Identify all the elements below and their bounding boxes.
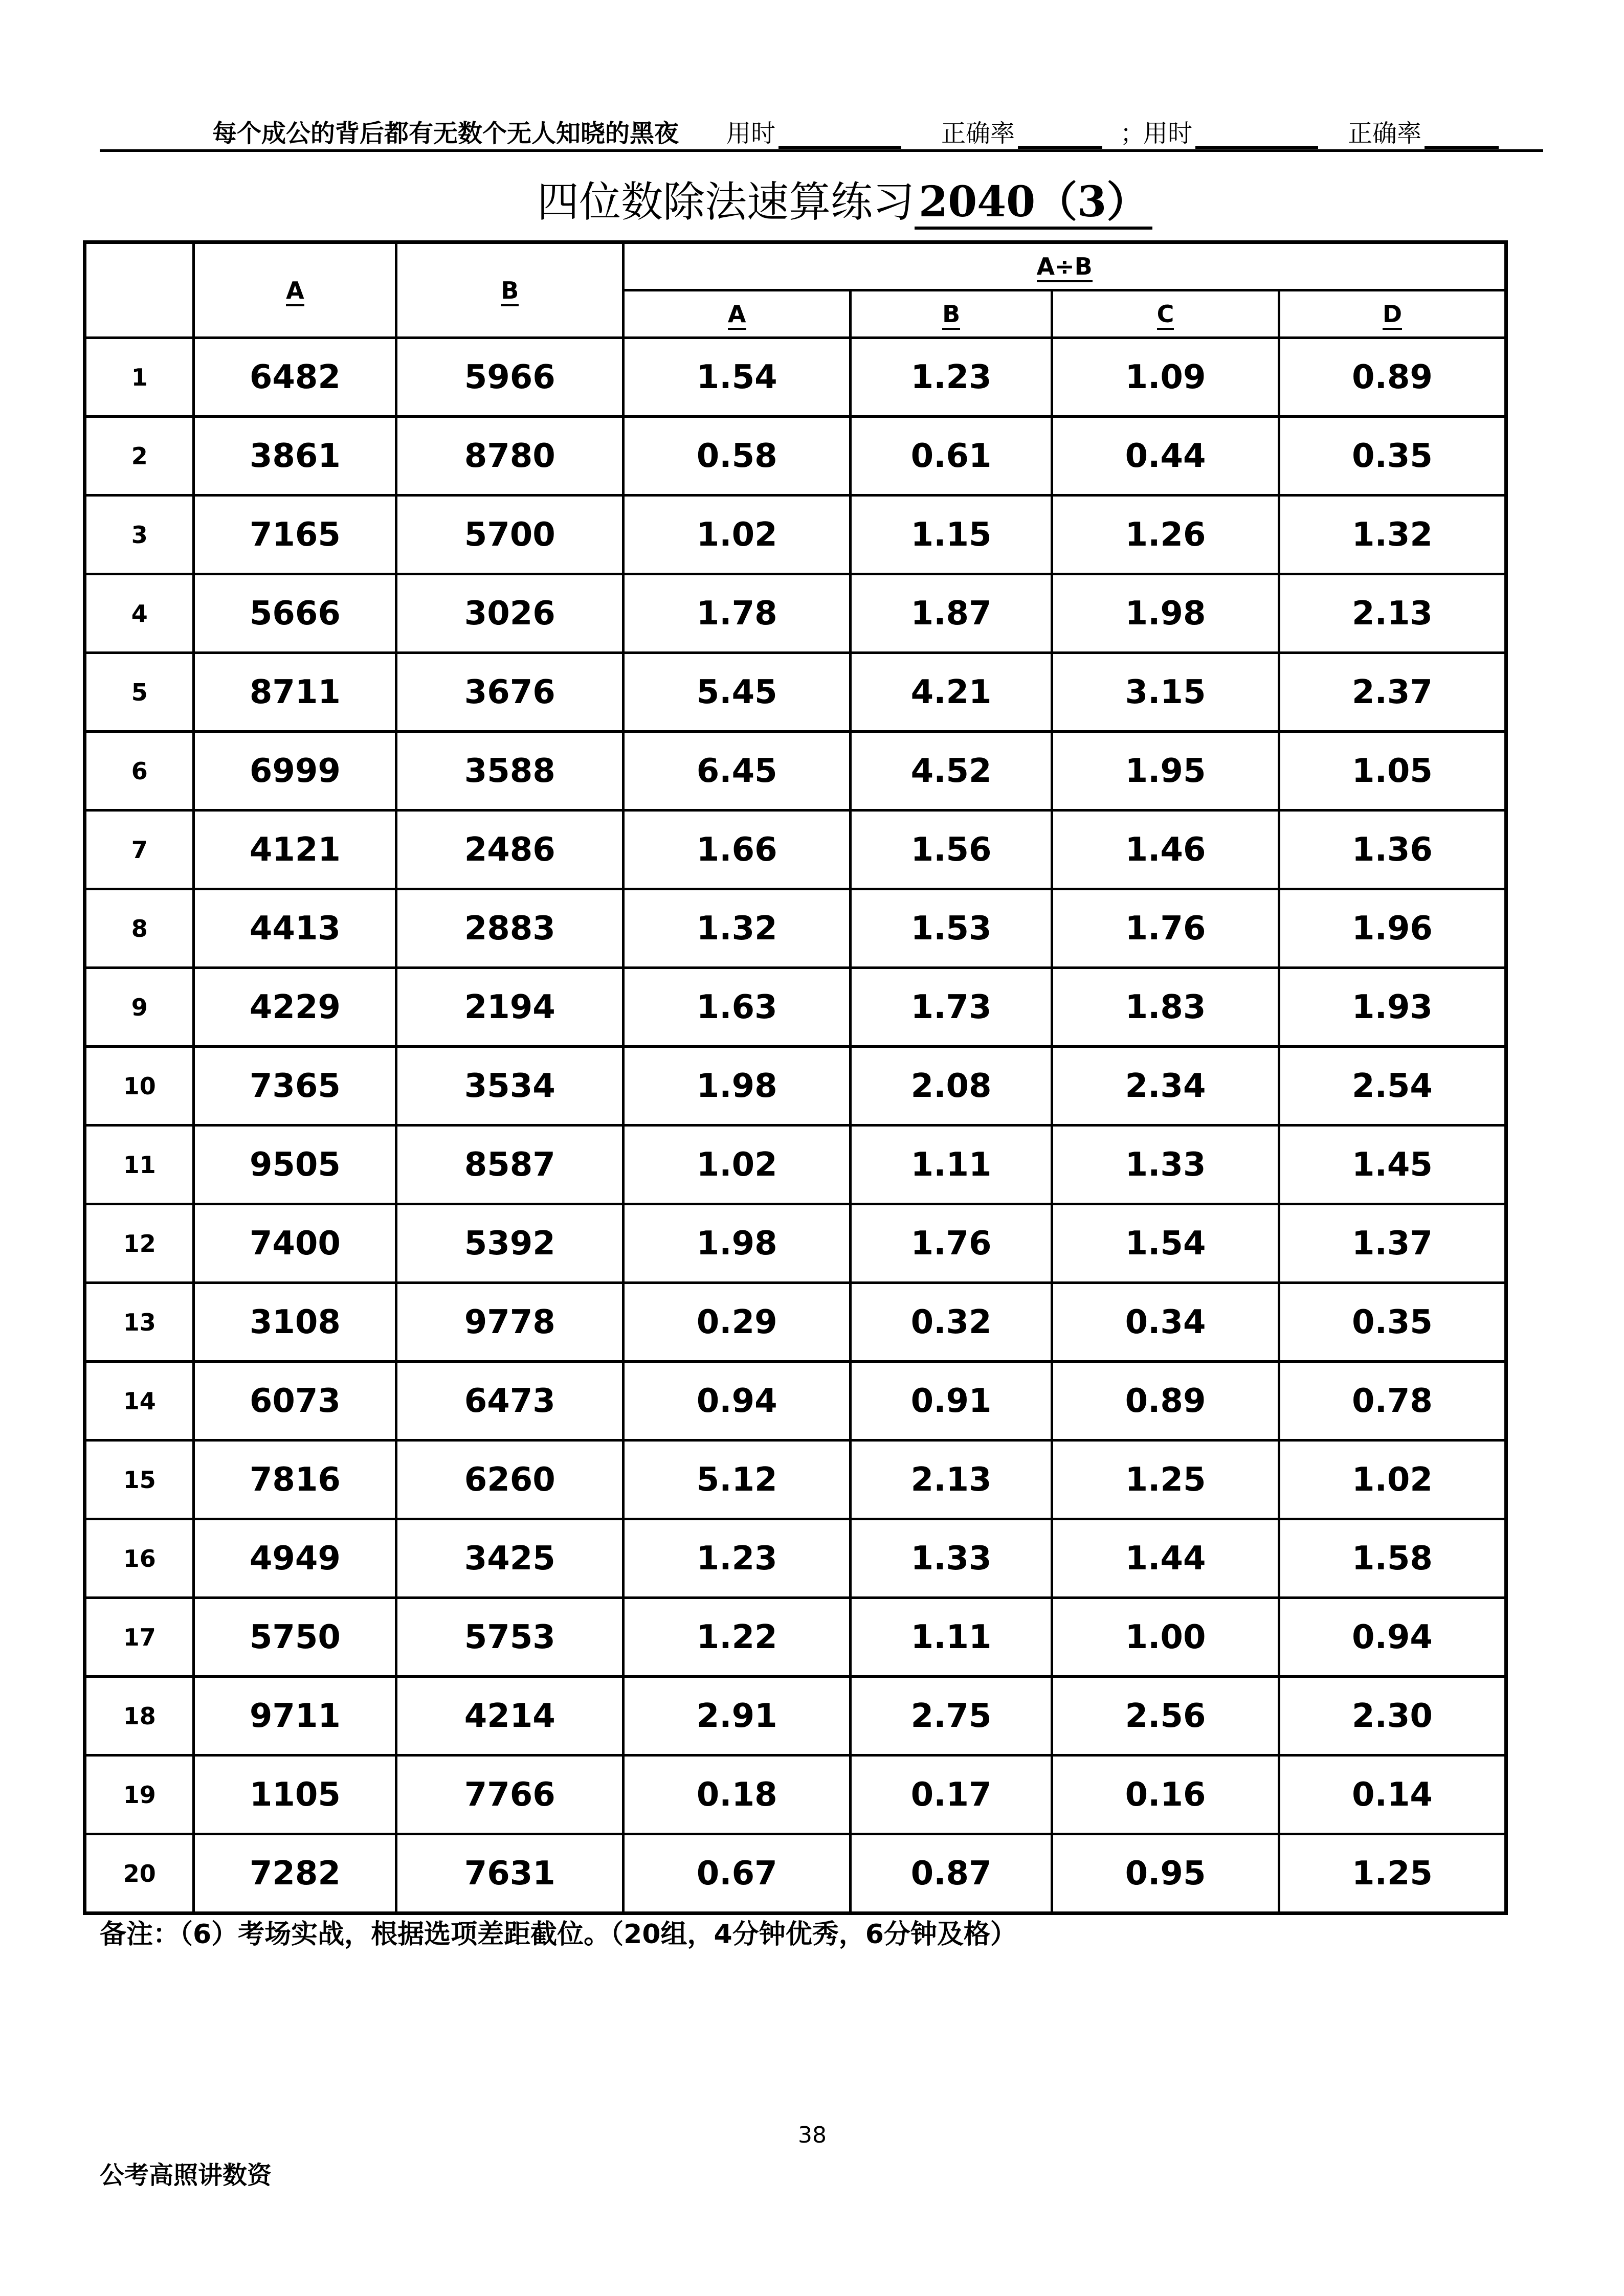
cell-a: 4229 xyxy=(194,968,396,1047)
time-blank-1[interactable] xyxy=(778,122,901,149)
time-label-2: 用时 xyxy=(1143,119,1193,148)
table-row xyxy=(85,1755,1506,1834)
cell-b: 5700 xyxy=(396,496,624,574)
row-index: 8 xyxy=(85,889,194,968)
cell-b: 5753 xyxy=(396,1598,624,1677)
cell-b: 7766 xyxy=(396,1755,624,1834)
cell-option-c: 0.34 xyxy=(1052,1283,1279,1362)
cell-option-c: 1.44 xyxy=(1052,1519,1279,1598)
cell-b: 8780 xyxy=(396,417,624,496)
row-index: 9 xyxy=(85,968,194,1047)
time-field-2 xyxy=(1143,114,1318,149)
cell-b: 8587 xyxy=(396,1126,624,1204)
cell-b: 2883 xyxy=(396,889,624,968)
cell-b: 3026 xyxy=(396,574,624,653)
table-row xyxy=(85,1204,1506,1283)
accuracy-blank-2[interactable] xyxy=(1425,122,1499,149)
footer-author: 公考高照讲数资 xyxy=(100,2161,272,2190)
cell-option-b: 1.15 xyxy=(851,496,1052,574)
cell-a: 4949 xyxy=(194,1519,396,1598)
cell-option-a: 6.45 xyxy=(624,732,851,811)
cell-option-d: 1.36 xyxy=(1279,811,1506,889)
cell-a: 9711 xyxy=(194,1677,396,1755)
title-text: 四位数除法速算练习 xyxy=(537,178,915,227)
cell-a: 7282 xyxy=(194,1834,396,1914)
cell-option-d: 1.58 xyxy=(1279,1519,1506,1598)
header-option-c xyxy=(1052,290,1279,338)
row-index: 2 xyxy=(85,417,194,496)
header-option-a xyxy=(624,290,851,338)
table-row xyxy=(85,1126,1506,1204)
cell-option-c: 1.26 xyxy=(1052,496,1279,574)
cell-option-c: 0.95 xyxy=(1052,1834,1279,1914)
cell-option-d: 0.14 xyxy=(1279,1755,1506,1834)
cell-option-d: 1.93 xyxy=(1279,968,1506,1047)
header-option-d xyxy=(1279,290,1506,338)
row-index: 13 xyxy=(85,1283,194,1362)
cell-option-c: 2.56 xyxy=(1052,1677,1279,1755)
cell-option-c: 0.89 xyxy=(1052,1362,1279,1440)
row-index: 5 xyxy=(85,653,194,732)
row-index: 10 xyxy=(85,1047,194,1126)
cell-b: 3534 xyxy=(396,1047,624,1126)
header-group-label: A÷B xyxy=(1037,253,1093,282)
cell-option-b: 0.61 xyxy=(851,417,1052,496)
cell-a: 4413 xyxy=(194,889,396,968)
cell-a: 7365 xyxy=(194,1047,396,1126)
cell-a: 8711 xyxy=(194,653,396,732)
cell-option-c: 0.44 xyxy=(1052,417,1279,496)
accuracy-label-1: 正确率 xyxy=(941,119,1015,148)
table-row xyxy=(85,496,1506,574)
table-row xyxy=(85,338,1506,417)
cell-option-a: 0.67 xyxy=(624,1834,851,1914)
cell-option-a: 1.63 xyxy=(624,968,851,1047)
table-row xyxy=(85,1283,1506,1362)
cell-option-a: 0.18 xyxy=(624,1755,851,1834)
cell-option-b: 4.21 xyxy=(851,653,1052,732)
cell-a: 6999 xyxy=(194,732,396,811)
accuracy-blank-1[interactable] xyxy=(1018,122,1102,149)
time-label-1: 用时 xyxy=(726,119,776,148)
cell-option-a: 1.32 xyxy=(624,889,851,968)
cell-option-b: 1.56 xyxy=(851,811,1052,889)
cell-option-a: 1.54 xyxy=(624,338,851,417)
cell-b: 2194 xyxy=(396,968,624,1047)
cell-b: 5966 xyxy=(396,338,624,417)
cell-a: 7400 xyxy=(194,1204,396,1283)
cell-option-d: 0.35 xyxy=(1279,1283,1506,1362)
cell-a: 6073 xyxy=(194,1362,396,1440)
title-number-value: 2040 xyxy=(919,177,1036,227)
table-row xyxy=(85,1362,1506,1440)
cell-option-a: 0.94 xyxy=(624,1362,851,1440)
cell-option-d: 0.94 xyxy=(1279,1598,1506,1677)
cell-a: 7816 xyxy=(194,1440,396,1519)
row-index: 6 xyxy=(85,732,194,811)
accuracy-field-2 xyxy=(1348,114,1499,149)
cell-option-a: 5.45 xyxy=(624,653,851,732)
option-a-label: A xyxy=(728,300,746,330)
cell-option-c: 1.25 xyxy=(1052,1440,1279,1519)
option-c-label: C xyxy=(1157,300,1174,330)
cell-option-d: 2.54 xyxy=(1279,1047,1506,1126)
accuracy-field-1 xyxy=(941,114,1102,149)
cell-option-a: 1.98 xyxy=(624,1047,851,1126)
cell-a: 1105 xyxy=(194,1755,396,1834)
cell-option-a: 1.02 xyxy=(624,496,851,574)
cell-option-c: 1.95 xyxy=(1052,732,1279,811)
header-index xyxy=(85,242,194,338)
table-row xyxy=(85,417,1506,496)
cell-option-d: 1.32 xyxy=(1279,496,1506,574)
cell-option-d: 1.05 xyxy=(1279,732,1506,811)
cell-option-d: 1.25 xyxy=(1279,1834,1506,1914)
cell-option-b: 1.53 xyxy=(851,889,1052,968)
header-option-b xyxy=(851,290,1052,338)
option-d-label: D xyxy=(1383,300,1402,330)
header-col-b xyxy=(396,242,624,338)
option-b-label: B xyxy=(942,300,960,330)
table-row xyxy=(85,574,1506,653)
row-index: 20 xyxy=(85,1834,194,1914)
cell-option-b: 1.11 xyxy=(851,1598,1052,1677)
header-col-b-label: B xyxy=(501,277,519,306)
cell-option-b: 0.91 xyxy=(851,1362,1052,1440)
cell-option-d: 2.13 xyxy=(1279,574,1506,653)
table-row xyxy=(85,653,1506,732)
separator: ； xyxy=(1120,119,1145,148)
cell-option-b: 2.08 xyxy=(851,1047,1052,1126)
cell-option-d: 0.35 xyxy=(1279,417,1506,496)
row-index: 7 xyxy=(85,811,194,889)
table-row xyxy=(85,1440,1506,1519)
header-col-a xyxy=(194,242,396,338)
cell-option-c: 1.54 xyxy=(1052,1204,1279,1283)
time-blank-2[interactable] xyxy=(1195,122,1318,149)
row-index: 18 xyxy=(85,1677,194,1755)
cell-option-d: 1.37 xyxy=(1279,1204,1506,1283)
cell-option-c: 1.00 xyxy=(1052,1598,1279,1677)
header-col-a-label: A xyxy=(286,277,304,306)
cell-option-b: 1.76 xyxy=(851,1204,1052,1283)
cell-a: 6482 xyxy=(194,338,396,417)
row-index: 4 xyxy=(85,574,194,653)
page-header xyxy=(100,114,1547,148)
table-row xyxy=(85,1834,1506,1914)
cell-option-d: 1.96 xyxy=(1279,889,1506,968)
row-index: 16 xyxy=(85,1519,194,1598)
cell-b: 2486 xyxy=(396,811,624,889)
table-row xyxy=(85,1677,1506,1755)
cell-option-c: 2.34 xyxy=(1052,1047,1279,1126)
cell-b: 9778 xyxy=(396,1283,624,1362)
cell-option-b: 1.87 xyxy=(851,574,1052,653)
cell-option-a: 0.58 xyxy=(624,417,851,496)
cell-option-b: 1.73 xyxy=(851,968,1052,1047)
cell-a: 3861 xyxy=(194,417,396,496)
time-field-1 xyxy=(726,114,901,149)
cell-option-b: 4.52 xyxy=(851,732,1052,811)
cell-b: 6473 xyxy=(396,1362,624,1440)
cell-option-a: 5.12 xyxy=(624,1440,851,1519)
cell-option-c: 1.83 xyxy=(1052,968,1279,1047)
table-body xyxy=(85,338,1506,1914)
row-index: 11 xyxy=(85,1126,194,1204)
row-index: 19 xyxy=(85,1755,194,1834)
cell-b: 3676 xyxy=(396,653,624,732)
cell-option-b: 0.32 xyxy=(851,1283,1052,1362)
cell-option-a: 1.66 xyxy=(624,811,851,889)
remark-note: 备注：（6）考场实战，根据选项差距截位。（20组，4分钟优秀，6分钟及格） xyxy=(100,1919,1017,1950)
cell-option-d: 2.37 xyxy=(1279,653,1506,732)
cell-b: 5392 xyxy=(396,1204,624,1283)
cell-a: 5666 xyxy=(194,574,396,653)
cell-option-a: 1.02 xyxy=(624,1126,851,1204)
row-index: 12 xyxy=(85,1204,194,1283)
row-index: 3 xyxy=(85,496,194,574)
exercise-table xyxy=(83,240,1508,1915)
title-number xyxy=(915,177,1152,230)
table-row xyxy=(85,1047,1506,1126)
cell-option-b: 0.87 xyxy=(851,1834,1052,1914)
page-number: 38 xyxy=(798,2122,827,2148)
cell-b: 3588 xyxy=(396,732,624,811)
cell-b: 3425 xyxy=(396,1519,624,1598)
cell-option-b: 2.13 xyxy=(851,1440,1052,1519)
table-row xyxy=(85,968,1506,1047)
cell-option-b: 1.33 xyxy=(851,1519,1052,1598)
cell-option-a: 0.29 xyxy=(624,1283,851,1362)
cell-option-c: 3.15 xyxy=(1052,653,1279,732)
cell-option-a: 1.23 xyxy=(624,1519,851,1598)
cell-option-b: 2.75 xyxy=(851,1677,1052,1755)
cell-option-d: 0.89 xyxy=(1279,338,1506,417)
row-index: 14 xyxy=(85,1362,194,1440)
cell-option-c: 1.98 xyxy=(1052,574,1279,653)
row-index: 15 xyxy=(85,1440,194,1519)
cell-a: 9505 xyxy=(194,1126,396,1204)
cell-b: 4214 xyxy=(396,1677,624,1755)
title-suffix: （3） xyxy=(1035,177,1149,227)
table-row xyxy=(85,1598,1506,1677)
cell-option-d: 0.78 xyxy=(1279,1362,1506,1440)
row-index: 1 xyxy=(85,338,194,417)
table-row xyxy=(85,732,1506,811)
cell-option-a: 1.22 xyxy=(624,1598,851,1677)
cell-option-d: 1.45 xyxy=(1279,1126,1506,1204)
table-row xyxy=(85,1519,1506,1598)
cell-option-c: 1.33 xyxy=(1052,1126,1279,1204)
accuracy-label-2: 正确率 xyxy=(1348,119,1422,148)
cell-b: 7631 xyxy=(396,1834,624,1914)
header-motto: 每个成公的背后都有无数个无人知晓的黑夜 xyxy=(212,119,679,148)
table-row xyxy=(85,811,1506,889)
cell-a: 7165 xyxy=(194,496,396,574)
cell-option-c: 1.09 xyxy=(1052,338,1279,417)
row-index: 17 xyxy=(85,1598,194,1677)
cell-option-b: 0.17 xyxy=(851,1755,1052,1834)
header-rule xyxy=(100,149,1543,152)
cell-option-d: 2.30 xyxy=(1279,1677,1506,1755)
cell-option-c: 1.46 xyxy=(1052,811,1279,889)
header-group xyxy=(624,242,1506,290)
cell-option-c: 0.16 xyxy=(1052,1755,1279,1834)
cell-option-a: 1.78 xyxy=(624,574,851,653)
table-row xyxy=(85,889,1506,968)
cell-a: 3108 xyxy=(194,1283,396,1362)
cell-a: 4121 xyxy=(194,811,396,889)
cell-option-c: 1.76 xyxy=(1052,889,1279,968)
cell-a: 5750 xyxy=(194,1598,396,1677)
cell-option-a: 1.98 xyxy=(624,1204,851,1283)
page-title xyxy=(537,169,1152,229)
cell-option-b: 1.11 xyxy=(851,1126,1052,1204)
cell-b: 6260 xyxy=(396,1440,624,1519)
cell-option-a: 2.91 xyxy=(624,1677,851,1755)
cell-option-b: 1.23 xyxy=(851,338,1052,417)
cell-option-d: 1.02 xyxy=(1279,1440,1506,1519)
